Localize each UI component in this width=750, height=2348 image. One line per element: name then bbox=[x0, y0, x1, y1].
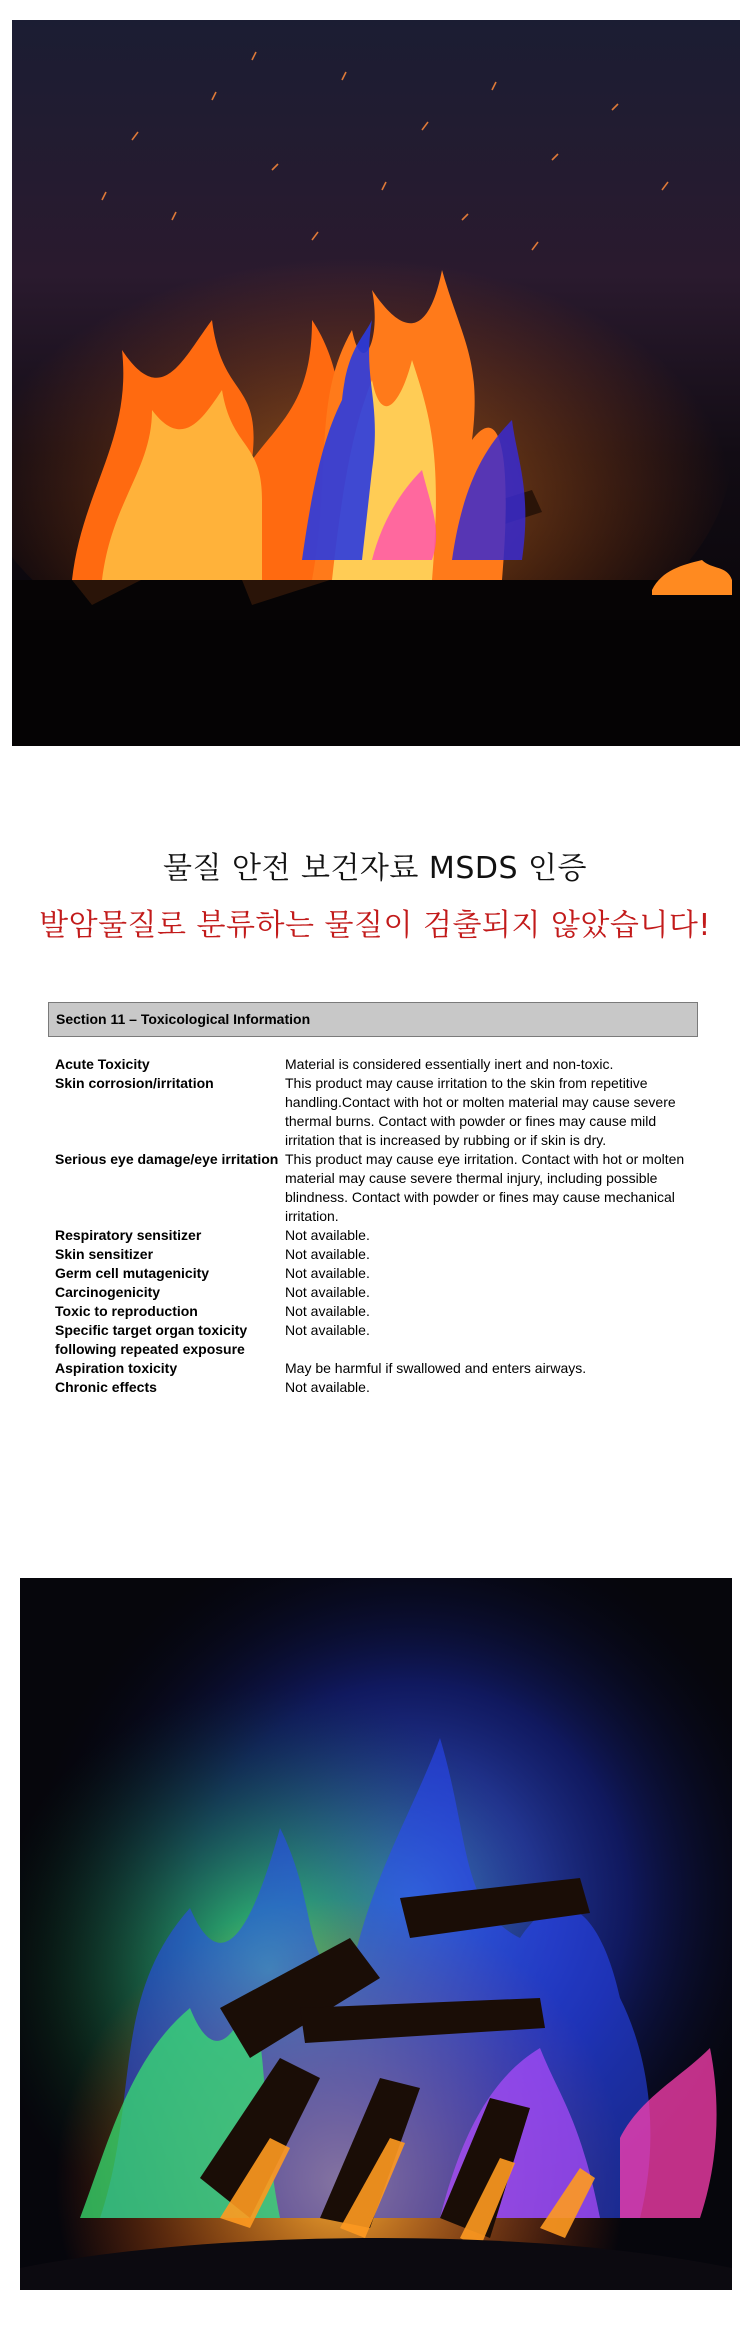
row-value: Not available. bbox=[285, 1227, 370, 1243]
row-label: Germ cell mutagenicity bbox=[55, 1265, 210, 1281]
row-label: Serious eye damage/eye irritation bbox=[55, 1151, 279, 1167]
row-value: Not available. bbox=[285, 1265, 370, 1281]
toxicology-section bbox=[48, 1002, 698, 1397]
campfire-photo-top bbox=[12, 20, 740, 746]
row-label: Acute Toxicity bbox=[55, 1056, 150, 1072]
table-row bbox=[55, 1245, 698, 1264]
page-title: 물질 안전 보건자료 MSDS 인증 bbox=[162, 851, 587, 886]
table-row bbox=[55, 1302, 698, 1321]
row-label: Skin sensitizer bbox=[55, 1246, 154, 1262]
table-row bbox=[55, 1264, 698, 1283]
row-value: Not available. bbox=[285, 1303, 370, 1319]
row-label: Carcinogenicity bbox=[55, 1284, 161, 1300]
row-label: Skin corrosion/irritation bbox=[55, 1075, 214, 1091]
row-value: Not available. bbox=[285, 1379, 370, 1395]
table-row bbox=[55, 1150, 698, 1226]
table-row bbox=[55, 1359, 698, 1378]
row-label: Aspiration toxicity bbox=[55, 1360, 178, 1376]
row-value: This product may cause eye irritation. Contact with hot or molten material may cause severe thermal injury, including possible blindness. Contact with powder or fines may cause mechanical irritation. bbox=[285, 1151, 685, 1224]
table-row bbox=[55, 1226, 698, 1245]
row-label: Toxic to reproduction bbox=[55, 1303, 198, 1319]
colored-flame-photo-bottom bbox=[20, 1578, 732, 2290]
page-subtitle: 발암물질로 분류하는 물질이 검출되지 않았습니다! bbox=[39, 908, 711, 943]
table-row bbox=[55, 1378, 698, 1397]
row-value: May be harmful if swallowed and enters airways. bbox=[285, 1360, 587, 1376]
row-value: Material is considered essentially inert and non-toxic. bbox=[285, 1056, 614, 1072]
row-label: Respiratory sensitizer bbox=[55, 1227, 202, 1243]
row-value: Not available. bbox=[285, 1322, 370, 1338]
table-row bbox=[55, 1055, 698, 1074]
row-value: Not available. bbox=[285, 1284, 370, 1300]
row-value: This product may cause irritation to the skin from repetitive handling.Contact with hot or molten material may cause severe thermal burns. Contact with powder or fines may cause mild irritation that is increased by rubbing or if skin is dry. bbox=[285, 1075, 676, 1148]
table-row bbox=[55, 1321, 698, 1359]
row-label: Specific target organ toxicity following repeated exposure bbox=[55, 1322, 248, 1357]
section-header: Section 11 – Toxicological Information bbox=[48, 1002, 698, 1037]
row-label: Chronic effects bbox=[55, 1379, 157, 1395]
table-row bbox=[55, 1074, 698, 1150]
row-value: Not available. bbox=[285, 1246, 370, 1262]
table-row bbox=[55, 1283, 698, 1302]
toxicology-table bbox=[55, 1055, 698, 1397]
